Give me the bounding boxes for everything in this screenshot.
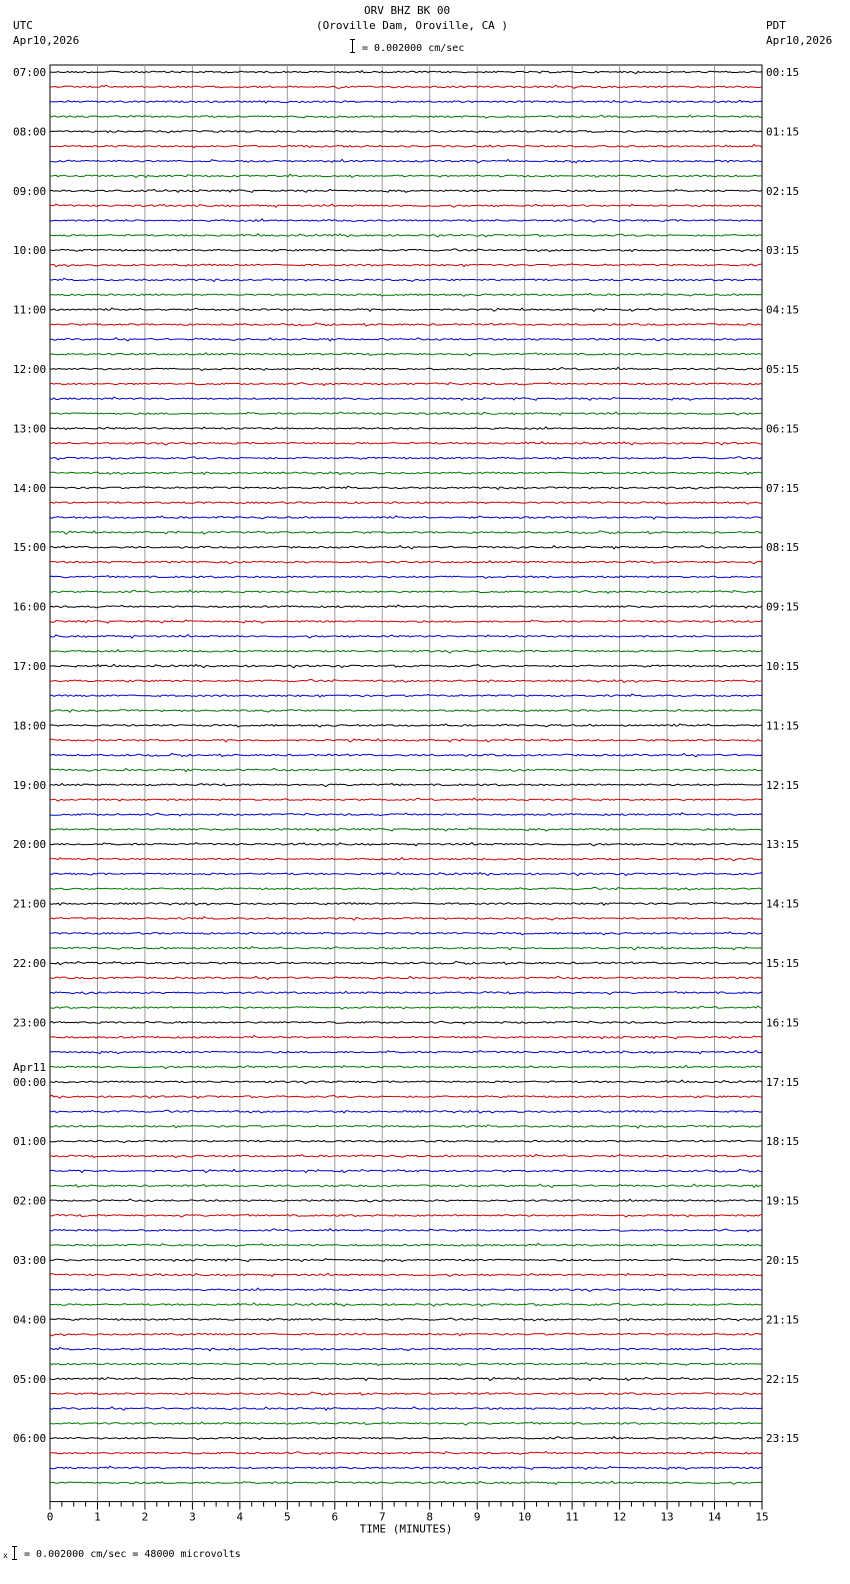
seismic-trace <box>50 843 762 846</box>
x-tick-label: 5 <box>284 1510 291 1524</box>
seismic-trace <box>50 932 762 935</box>
seismic-trace <box>50 798 762 801</box>
seismic-trace <box>50 457 762 460</box>
seismic-trace <box>50 442 762 445</box>
seismic-trace <box>50 664 762 667</box>
seismic-trace <box>50 278 762 281</box>
utc-hour-label: 00:00 <box>13 1075 47 1089</box>
x-tick-label: 6 <box>331 1510 339 1524</box>
seismic-trace <box>50 590 762 593</box>
seismic-trace <box>50 1006 762 1009</box>
seismic-trace <box>50 710 762 713</box>
utc-hour-label: 15:00 <box>13 541 47 555</box>
pdt-hour-label: 16:15 <box>766 1016 800 1030</box>
pdt-hour-label: 10:15 <box>766 660 800 673</box>
seismic-trace <box>50 1303 762 1306</box>
seismic-trace <box>50 338 762 341</box>
seismic-trace <box>50 1407 762 1410</box>
x-tick-label: 2 <box>141 1510 149 1524</box>
seismic-trace <box>50 1273 762 1276</box>
pdt-hour-label: 21:15 <box>766 1313 800 1327</box>
x-tick-label: 15 <box>755 1510 769 1524</box>
seismic-trace <box>50 264 762 267</box>
seismic-trace <box>50 427 762 430</box>
scale-label: = 0.002000 cm/sec <box>362 43 465 54</box>
seismic-trace <box>50 917 762 920</box>
seismic-trace <box>50 694 762 697</box>
pdt-hour-label: 04:15 <box>766 303 800 317</box>
seismic-trace <box>50 382 762 385</box>
seismic-trace <box>50 308 762 311</box>
seismic-trace <box>50 234 762 237</box>
seismic-trace <box>50 1452 762 1455</box>
seismic-trace <box>50 189 762 192</box>
seismic-trace <box>50 1363 762 1366</box>
station-location: (Oroville Dam, Oroville, CA ) <box>316 19 509 32</box>
seismic-trace <box>50 976 762 979</box>
seismic-trace <box>50 1422 762 1425</box>
seismic-trace <box>50 1347 762 1350</box>
seismic-trace <box>50 620 762 623</box>
x-tick-label: 4 <box>236 1510 244 1524</box>
pdt-hour-label: 08:15 <box>766 541 800 555</box>
x-tick-label: 1 <box>94 1510 101 1524</box>
seismic-trace <box>50 249 762 252</box>
seismic-trace <box>50 85 762 88</box>
right-date: Apr10,2026 <box>766 34 833 47</box>
utc-hour-label: 16:00 <box>13 600 47 614</box>
seismic-trace <box>50 828 762 831</box>
seismic-trace <box>50 502 762 505</box>
seismic-trace <box>50 1392 762 1395</box>
seismic-trace <box>50 100 762 103</box>
pdt-hour-label: 12:15 <box>766 778 800 792</box>
seismic-trace <box>50 1229 762 1232</box>
seismic-trace <box>50 486 762 489</box>
right-timezone: PDT <box>766 19 786 32</box>
pdt-hour-label: 17:15 <box>766 1075 800 1089</box>
seismic-trace <box>50 902 762 905</box>
seismic-trace <box>50 293 762 296</box>
seismic-trace <box>50 961 762 964</box>
seismic-trace <box>50 1288 762 1291</box>
seismic-trace <box>50 872 762 875</box>
seismic-trace <box>50 1021 762 1024</box>
footer-scale-text: = 0.002000 cm/sec = 48000 microvolts <box>24 1549 241 1560</box>
pdt-hour-label: 01:15 <box>766 125 800 139</box>
seismic-trace <box>50 516 762 519</box>
x-axis-label: TIME (MINUTES) <box>359 1522 453 1536</box>
seismic-trace <box>50 1333 762 1336</box>
pdt-hour-label: 06:15 <box>766 422 800 436</box>
seismic-trace <box>50 947 762 950</box>
seismic-trace <box>50 1125 762 1128</box>
seismic-trace <box>50 1259 762 1262</box>
seismic-trace <box>50 115 762 118</box>
utc-hour-label: 14:00 <box>13 481 47 495</box>
pdt-hour-label: 03:15 <box>766 244 800 258</box>
seismic-trace <box>50 1036 762 1039</box>
pdt-hour-label: 23:15 <box>766 1432 800 1446</box>
pdt-hour-label: 09:15 <box>766 600 800 614</box>
utc-hour-label: 05:00 <box>13 1372 47 1386</box>
seismic-trace <box>50 546 762 549</box>
footer-marker: x <box>3 1551 8 1560</box>
utc-hour-label: 21:00 <box>13 897 47 911</box>
utc-hour-label: 06:00 <box>13 1432 47 1446</box>
seismic-trace <box>50 1154 762 1157</box>
seismic-trace <box>50 531 762 534</box>
pdt-hour-label: 05:15 <box>766 363 800 376</box>
x-tick-label: 10 <box>518 1510 532 1524</box>
seismic-trace <box>50 159 762 162</box>
seismic-trace <box>50 753 762 756</box>
seismic-trace <box>50 1466 762 1469</box>
pdt-hour-label: 18:15 <box>766 1135 800 1149</box>
seismic-trace <box>50 991 762 994</box>
utc-hour-label: 17:00 <box>13 660 47 673</box>
utc-hour-label: 13:00 <box>13 422 47 436</box>
seismic-trace <box>50 680 762 683</box>
utc-hour-label: 18:00 <box>13 719 47 733</box>
seismic-trace <box>50 1095 762 1098</box>
x-tick-label: 11 <box>565 1510 579 1524</box>
x-tick-label: 14 <box>707 1510 722 1524</box>
pdt-hour-label: 02:15 <box>766 184 800 198</box>
seismic-trace <box>50 1065 762 1068</box>
x-tick-label: 12 <box>612 1510 627 1524</box>
seismic-trace <box>50 1437 762 1440</box>
seismic-trace <box>50 1318 762 1321</box>
left-date: Apr10,2026 <box>13 34 80 47</box>
left-timezone: UTC <box>13 19 33 32</box>
seismic-trace <box>50 605 762 608</box>
seismic-trace <box>50 353 762 356</box>
seismic-trace <box>50 784 762 787</box>
seismic-trace <box>50 1140 762 1143</box>
x-tick-label: 7 <box>378 1510 386 1524</box>
pdt-hour-label: 07:15 <box>766 481 800 495</box>
seismic-trace <box>50 650 762 653</box>
date-change-label: Apr11 <box>13 1060 47 1074</box>
pdt-hour-label: 19:15 <box>766 1194 800 1208</box>
x-tick-label: 0 <box>46 1510 54 1524</box>
seismic-trace <box>50 472 762 475</box>
seismic-trace <box>50 204 762 207</box>
utc-hour-label: 22:00 <box>13 957 47 970</box>
station-title: ORV BHZ BK 00 <box>364 4 451 17</box>
seismic-trace <box>50 1481 762 1484</box>
utc-hour-label: 23:00 <box>13 1016 47 1030</box>
utc-hour-label: 19:00 <box>13 778 47 792</box>
seismic-trace <box>50 1050 762 1053</box>
seismic-trace <box>50 412 762 415</box>
seismic-trace <box>50 1243 762 1246</box>
seismic-trace <box>50 858 762 861</box>
seismic-trace <box>50 813 762 816</box>
pdt-hour-label: 13:15 <box>766 838 800 852</box>
seismic-trace <box>50 1184 762 1187</box>
seismic-trace <box>50 739 762 742</box>
seismic-trace <box>50 145 762 148</box>
seismic-trace <box>50 887 762 890</box>
seismic-trace <box>50 768 762 771</box>
utc-hour-label: 10:00 <box>13 244 47 258</box>
utc-hour-label: 01:00 <box>13 1135 47 1149</box>
pdt-hour-label: 15:15 <box>766 957 800 970</box>
utc-hour-label: 03:00 <box>13 1254 47 1267</box>
utc-hour-label: 04:00 <box>13 1313 47 1327</box>
seismic-trace <box>50 397 762 400</box>
seismic-trace <box>50 1377 762 1380</box>
pdt-hour-label: 20:15 <box>766 1254 800 1267</box>
pdt-hour-label: 11:15 <box>766 719 800 733</box>
utc-hour-label: 02:00 <box>13 1194 47 1208</box>
utc-hour-label: 08:00 <box>13 125 47 139</box>
seismic-trace <box>50 131 762 133</box>
seismic-trace <box>50 1080 762 1083</box>
seismic-trace <box>50 1199 762 1202</box>
seismic-trace <box>50 576 762 579</box>
seismic-trace <box>50 219 762 222</box>
x-tick-label: 9 <box>473 1510 481 1524</box>
pdt-hour-label: 14:15 <box>766 897 800 911</box>
x-tick-label: 8 <box>426 1510 434 1524</box>
pdt-hour-label: 22:15 <box>766 1372 800 1386</box>
utc-hour-label: 20:00 <box>13 838 47 852</box>
x-tick-label: 3 <box>189 1510 196 1524</box>
seismic-trace <box>50 1214 762 1217</box>
utc-hour-label: 07:00 <box>13 66 47 79</box>
seismic-trace <box>50 635 762 638</box>
x-tick-label: 13 <box>660 1510 674 1524</box>
seismic-trace <box>50 561 762 564</box>
seismic-trace <box>50 323 762 326</box>
utc-hour-label: 12:00 <box>13 363 47 376</box>
utc-hour-label: 09:00 <box>13 184 47 198</box>
seismic-trace <box>50 71 762 74</box>
seismic-trace <box>50 1110 762 1113</box>
seismic-trace <box>50 174 762 177</box>
seismic-trace <box>50 367 762 370</box>
pdt-hour-label: 00:15 <box>766 66 800 79</box>
utc-hour-label: 11:00 <box>13 303 47 317</box>
seismic-trace <box>50 1169 762 1172</box>
seismic-trace <box>50 724 762 727</box>
